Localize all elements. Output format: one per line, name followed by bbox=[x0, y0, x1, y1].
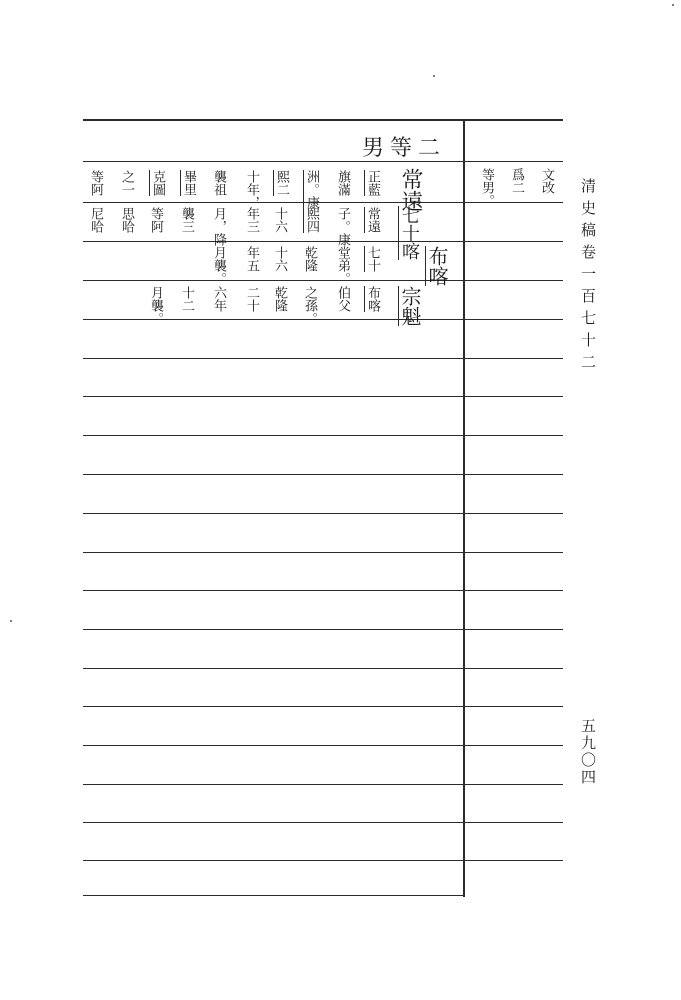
entry-text-column: 克圖 bbox=[150, 170, 165, 196]
entry-text-column: 尼哈 bbox=[88, 207, 103, 233]
entry-text-column: 十六 bbox=[272, 207, 287, 233]
row-line bbox=[83, 822, 563, 823]
entry-text-column: 布喀 bbox=[365, 286, 380, 312]
entry-text-column: 熙四 bbox=[304, 207, 319, 233]
note-column: 文改 bbox=[539, 168, 554, 194]
row-line bbox=[83, 474, 563, 475]
scan-speck bbox=[672, 4, 674, 6]
entry-text-column: 十六 bbox=[272, 246, 287, 272]
entry-text-column: 正藍 bbox=[365, 170, 380, 196]
entry-text-column: 等阿 bbox=[88, 170, 103, 196]
entry-text-column: 月，降 bbox=[211, 207, 226, 246]
entry-text-column: 月襲。 bbox=[211, 246, 226, 285]
margin-title: 清史稿卷一百七十二 bbox=[579, 178, 597, 376]
entry-text-column: 子。康 bbox=[335, 207, 350, 246]
entry-text-column: 乾隆 bbox=[302, 246, 317, 272]
entry-text-column: 旗滿 bbox=[335, 170, 350, 196]
row-line bbox=[83, 280, 563, 281]
note-column: 等男。 bbox=[479, 168, 494, 207]
row-line bbox=[83, 513, 563, 514]
entry-text-column: 二十 bbox=[244, 286, 259, 312]
entry-text-column: 七十 bbox=[365, 246, 380, 272]
entry-text-column: 畢里 bbox=[181, 170, 196, 196]
row-line bbox=[83, 552, 563, 553]
row-line bbox=[83, 784, 563, 785]
row-line bbox=[83, 435, 563, 436]
entry-text-column: 十二 bbox=[179, 286, 194, 312]
row-line bbox=[83, 860, 563, 861]
entry-name: 布喀 bbox=[425, 246, 449, 286]
section-heading: 男等二 bbox=[362, 136, 447, 161]
row-line bbox=[83, 161, 563, 162]
entry-text-column: 思哈 bbox=[119, 207, 134, 233]
row-line bbox=[83, 706, 563, 707]
scan-speck bbox=[10, 620, 12, 622]
row-line bbox=[83, 241, 563, 242]
row-line bbox=[83, 668, 563, 669]
entry-name: 宗魁 bbox=[398, 286, 422, 326]
entry-text-column: 襲祖 bbox=[211, 170, 226, 196]
entry-text-column: 年五 bbox=[244, 246, 259, 272]
page-number: 五九〇四 bbox=[579, 718, 597, 786]
scan-speck bbox=[433, 75, 435, 77]
table-divider-line bbox=[463, 119, 465, 897]
entry-text-column: 之孫。 bbox=[302, 286, 317, 325]
note-column: 爲二 bbox=[509, 168, 524, 194]
entry-text-column: 等阿 bbox=[148, 207, 163, 233]
entry-text-column: 熙二 bbox=[274, 170, 289, 196]
table-top-rule bbox=[83, 119, 563, 121]
entry-text-column: 月襲。 bbox=[148, 286, 163, 325]
entry-text-column: 洲。康 bbox=[304, 170, 319, 209]
row-line bbox=[83, 629, 563, 630]
entry-text-column: 堂弟。 bbox=[335, 246, 350, 285]
entry-text-column: 十年， bbox=[244, 170, 259, 209]
table-bottom-rule bbox=[83, 895, 463, 896]
entry-text-column: 乾隆 bbox=[272, 286, 287, 312]
row-line bbox=[83, 396, 563, 397]
entry-name: 常遠 bbox=[398, 168, 423, 212]
entry-text-column: 襲三 bbox=[179, 207, 194, 233]
row-line bbox=[83, 590, 563, 591]
row-line bbox=[83, 745, 563, 746]
row-line bbox=[83, 358, 563, 359]
entry-text-column: 六年 bbox=[211, 286, 226, 312]
entry-text-column: 伯父 bbox=[335, 286, 350, 312]
entry-name: 七十喀 bbox=[399, 206, 420, 260]
entry-text-column: 年三 bbox=[244, 207, 259, 233]
entry-text-column: 之一 bbox=[119, 170, 134, 196]
entry-text-column: 常遠 bbox=[365, 207, 380, 233]
